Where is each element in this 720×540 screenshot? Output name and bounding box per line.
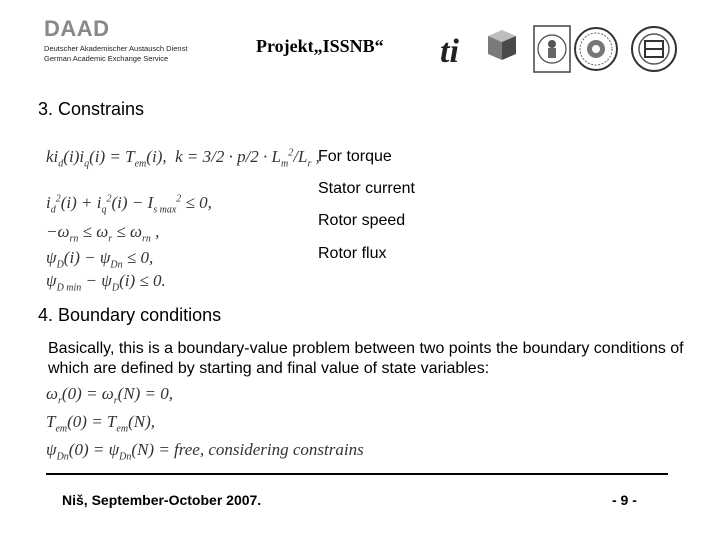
stator-current-constraint-equation: $i_d^2(i) + i_q^2(i) - I_{s max}^2 \le 0$,	[46, 193, 212, 216]
faculty-seal-icon	[575, 28, 617, 70]
boundary-paragraph: Basically, this is a boundary-value problem between two points the boundary conditions of which are defined by starting and final value of state variables:	[48, 340, 684, 377]
constrains-heading: 3. Constrains	[38, 99, 145, 119]
project-title: Projekt„ISSNB“	[256, 36, 384, 56]
footer-location-date: Niš, September-October 2007.	[62, 492, 262, 508]
label-rotor-flux: Rotor flux	[318, 245, 387, 262]
daad-subtitle-de: Deutscher Akademischer Austausch Dienst	[44, 44, 188, 53]
daad-subtitle-en: German Academic Exchange Service	[44, 54, 169, 63]
rotor-flux-min-equation: $\psi_{D min} - \psi_D(i) \le 0$.	[46, 271, 166, 294]
label-rotor-speed: Rotor speed	[318, 212, 406, 229]
torque-boundary-equation: $T_{em}(0) = T_{em}(N)$,	[46, 412, 155, 435]
rotor-flux-max-equation: $\psi_D(i) - \psi_{Dn} \le 0$,	[46, 248, 154, 271]
label-stator-current: Stator current	[318, 180, 415, 197]
page-number: - 9 -	[612, 492, 637, 508]
label-for-torque: For torque	[318, 148, 392, 165]
footer-divider	[46, 473, 668, 475]
rotor-speed-constraint-equation: $-\omega_{rn} \le \omega_r \le \omega_{rn}$ ,	[46, 222, 160, 245]
ti-logo-text: ti	[440, 33, 459, 70]
daad-logo: DAAD	[44, 16, 110, 41]
cube-logo-icon	[488, 30, 516, 60]
university-seal-icon	[534, 26, 570, 72]
flux-boundary-equation: $\psi_{Dn}(0) = \psi_{Dn}(N)$ = free, considering constrains	[46, 440, 364, 463]
university-logos	[436, 22, 686, 76]
boundary-conditions-heading: 4. Boundary conditions	[38, 305, 222, 325]
speed-boundary-equation: $\omega_r(0) = \omega_r(N) = 0$,	[46, 384, 174, 407]
partner-seal-icon	[632, 27, 676, 71]
torque-constraint-equation: $ki_d(i)i_q(i) = T_{em}(i)$, $k = 3/2 \cdot p/2 \cdot L_m^2/L_r$ ,	[46, 147, 320, 170]
